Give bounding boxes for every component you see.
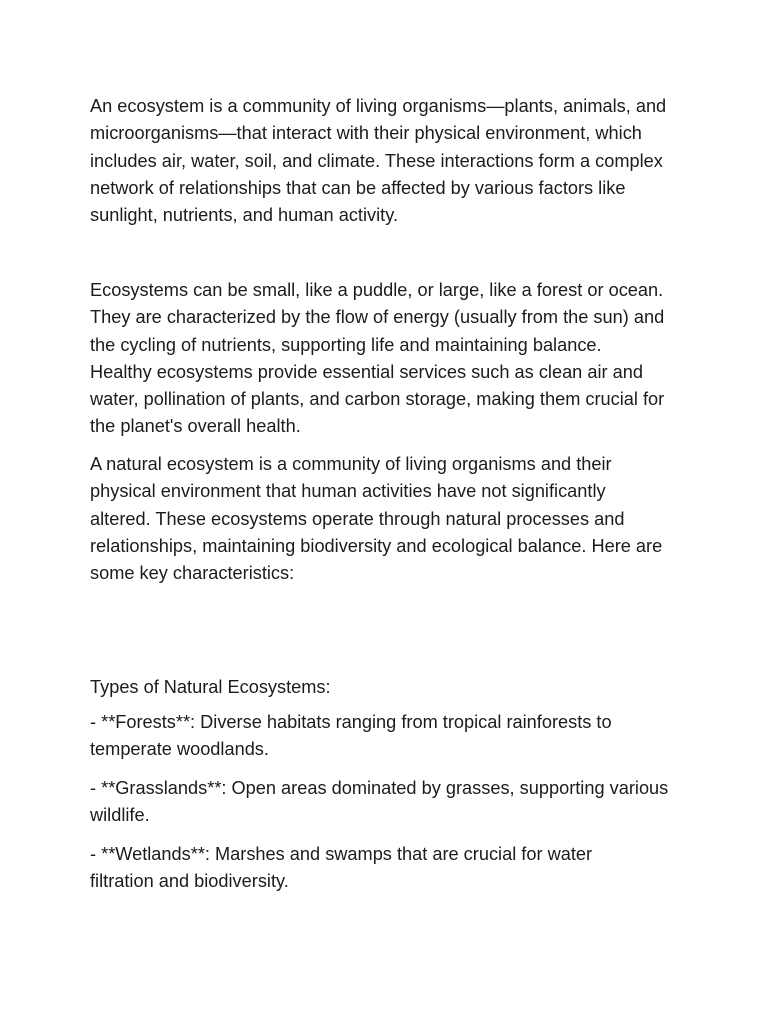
paragraph-ecosystem-definition: An ecosystem is a community of living organisms—plants, animals, and microorganisms—that interact with their physical environment, which includes air, water, soil, and climate. These interactions form a complex network of relationships that can be affected by various factors like sunlight, nutrients, and human activity. bbox=[90, 96, 667, 226]
list-item-forests: - **Forests**: Diverse habitats ranging from tropical rainforests to temperate woodlands. bbox=[90, 712, 612, 760]
types-heading: Types of Natural Ecosystems: bbox=[90, 677, 331, 697]
list-item-grasslands: - **Grasslands**: Open areas dominated by grasses, supporting various wildlife. bbox=[90, 778, 669, 826]
paragraph-natural-ecosystem: A natural ecosystem is a community of living organisms and their physical environment that human activities have not significantly altered. These ecosystems operate through natural processes and relationships, maintaining biodiversity and ecological balance. Here are some key characteristics: bbox=[90, 454, 663, 584]
list-item-wetlands: - **Wetlands**: Marshes and swamps that are crucial for water filtration and biodiversity. bbox=[90, 844, 593, 892]
paragraph-ecosystem-size: Ecosystems can be small, like a puddle, or large, like a forest or ocean. They are characterized by the flow of energy (usually from the sun) and the cycling of nutrients, supporting life and maintaining balance. Healthy ecosystems provide essential services such as clean air and water, pollination of plants, and carbon storage, making them crucial for the planet's overall health. bbox=[90, 280, 665, 437]
